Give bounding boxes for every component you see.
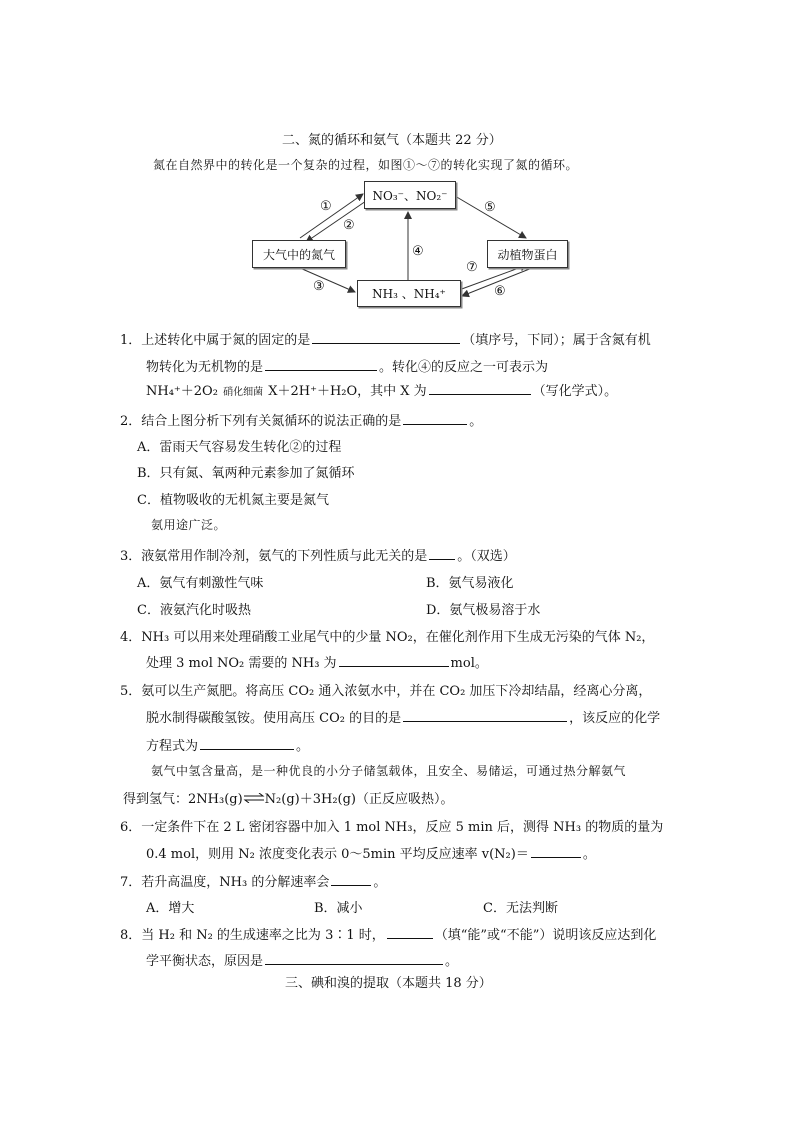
q3-option-b[interactable]: B．氨气易液化 — [426, 576, 514, 591]
label-1: ① — [320, 199, 332, 214]
q1-blank-1[interactable] — [312, 331, 460, 344]
q4-blank[interactable] — [339, 654, 449, 667]
q8-text-a: 8．当 H₂ 和 N₂ 的生成速率之比为 3∶1 时， — [120, 928, 385, 943]
note-hydrogen-storage-line-1: 氨气中氢含量高，是一种优良的小分子储氢载体，且安全、易储运，可通过热分解氨气 — [151, 764, 627, 778]
q2-text-a: 2．结合上图分析下列有关氮循环的说法正确的是 — [120, 414, 402, 429]
q6-blank[interactable] — [531, 845, 581, 858]
diagram-arrows — [0, 0, 794, 320]
q7-option-a[interactable]: A．增大 — [146, 901, 195, 916]
box-plant-animal-protein: 动植物蛋白 — [487, 240, 568, 268]
q5-blank-2[interactable] — [200, 737, 294, 750]
q1-text-d: 。转化④的反应之一可表示为 — [379, 360, 549, 375]
arrow-3 — [300, 268, 355, 292]
question-5-line-1: 5．氨可以生产氮肥。将高压 CO₂ 通入浓氨水中，并在 CO₂ 加压下冷却结晶，经离心分离， — [120, 684, 652, 699]
question-1-line-2 — [146, 356, 548, 375]
q5-text-c: 方程式为 — [146, 739, 199, 754]
note-hydrogen-storage-line-2 — [123, 788, 454, 807]
question-4-line-2 — [146, 652, 488, 671]
q2-option-c[interactable]: C．植物吸收的无机氮主要是氮气 — [137, 493, 329, 508]
label-5: ⑤ — [484, 200, 496, 215]
question-7-stem — [120, 871, 386, 890]
q3-text-a: 3．液氨常用作制冷剂，氨气的下列性质与此无关的是 — [120, 549, 428, 564]
box-ammonia-ammonium: NH₃ 、NH₄⁺ — [357, 280, 461, 307]
q1-blank-2[interactable] — [265, 358, 377, 371]
note-ammonia-uses: 氨用途广泛。 — [151, 518, 227, 532]
q3-blank[interactable] — [429, 547, 455, 560]
box-nitrate-nitrite: NO₃⁻、NO₂⁻ — [364, 181, 456, 209]
label-2: ② — [343, 218, 355, 233]
label-4: ④ — [412, 244, 424, 259]
question-8-line-1 — [120, 924, 656, 943]
q1-blank-3[interactable] — [429, 382, 531, 395]
q5-text-d: 。 — [296, 739, 310, 754]
q2-option-b[interactable]: B．只有氮、氧两种元素参加了氮循环 — [137, 466, 355, 481]
q5-blank-1[interactable] — [403, 709, 567, 722]
q2-option-a[interactable]: A．雷雨天气容易发生转化②的过程 — [137, 440, 342, 455]
section-intro: 氮在自然界中的转化是一个复杂的过程，如图①～⑦的转化实现了氮的循环。 — [153, 158, 579, 172]
q3-text-b: 。（双选） — [457, 549, 516, 564]
q8-text-d: 。 — [445, 954, 459, 969]
q1-catalyst: 硝化细菌 — [223, 387, 264, 398]
section-3-title: 三、碘和溴的提取（本题共 18 分） — [285, 976, 492, 991]
question-6-line-1: 6．一定条件下在 2 L 密闭容器中加入 1 mol NH₃，反应 5 min 后，测得 NH₃ 的物质的量为 — [120, 820, 664, 835]
question-1-line-1 — [120, 329, 651, 348]
label-3: ③ — [313, 279, 325, 294]
note2-equation-right: N₂(g)＋3H₂(g)（正反应吸热）。 — [264, 792, 454, 807]
q4-text-b: mol。 — [450, 656, 488, 671]
q6-text-a: 0.4 mol，则用 N₂ 浓度变化表示 0～5min 平均反应速率 v(N₂)＝ — [146, 847, 529, 862]
note2-equation-left: 得到氢气：2NH₃(g) — [123, 792, 243, 807]
q1-text-b: （填序号，下同）；属于含氮有机 — [462, 333, 651, 348]
label-7: ⑦ — [466, 260, 478, 275]
q8-text-c: 学平衡状态，原因是 — [146, 954, 264, 969]
q4-text-a: 处理 3 mol NO₂ 需要的 NH₃ 为 — [146, 656, 337, 671]
q1-text-e: （写化学式）。 — [532, 384, 618, 399]
question-5-line-2 — [146, 707, 660, 726]
q1-text-a: 1．上述转化中属于氮的固定的是 — [120, 333, 311, 348]
q3-option-a[interactable]: A．氨气有刺激性气味 — [137, 576, 264, 591]
q8-text-b: （填“能”或“不能”）说明该反应达到化 — [434, 928, 657, 943]
question-1-line-3 — [146, 380, 617, 399]
q7-option-b[interactable]: B．减小 — [314, 901, 363, 916]
question-4-line-1: 4．NH₃ 可以用来处理硝酸工业尾气中的少量 NO₂，在催化剂作用下生成无污染的气体 N₂， — [120, 630, 655, 645]
q1-equation-right: X＋2H⁺＋H₂O，其中 X 为 — [268, 384, 427, 399]
q7-text-b: 。 — [373, 875, 387, 890]
q1-catalyst-arrow — [222, 383, 264, 398]
q1-text-c: 物转化为无机物的是 — [146, 360, 264, 375]
question-8-line-2 — [146, 950, 458, 969]
q7-blank[interactable] — [331, 873, 371, 886]
q6-text-b: 。 — [582, 847, 596, 862]
q3-option-d[interactable]: D．氨气极易溶于水 — [426, 603, 541, 618]
q7-option-c[interactable]: C．无法判断 — [483, 901, 558, 916]
box-atmospheric-nitrogen: 大气中的氮气 — [252, 240, 346, 268]
q5-text-a: 脱水制得碳酸氢铵。使用高压 CO₂ 的目的是 — [146, 711, 402, 726]
q3-option-c[interactable]: C．液氨汽化时吸热 — [137, 603, 251, 618]
q2-blank[interactable] — [403, 412, 467, 425]
q8-blank-2[interactable] — [265, 952, 443, 965]
question-3-stem — [120, 545, 516, 564]
q2-text-b: 。 — [469, 414, 483, 429]
equilibrium-arrow-icon — [243, 793, 265, 806]
label-6: ⑥ — [494, 284, 506, 299]
q5-text-b: ，该反应的化学 — [569, 711, 661, 726]
q8-blank-1[interactable] — [387, 926, 433, 939]
q7-text-a: 7．若升高温度，NH₃ 的分解速率会 — [120, 875, 330, 890]
question-6-line-2 — [146, 843, 596, 862]
arrow-2 — [306, 201, 366, 242]
question-5-line-3 — [146, 735, 309, 754]
section-title: 二、氮的循环和氨气（本题共 22 分） — [282, 133, 502, 148]
q1-equation-left: NH₄⁺＋2O₂ — [146, 384, 218, 399]
question-2-stem — [120, 410, 482, 429]
